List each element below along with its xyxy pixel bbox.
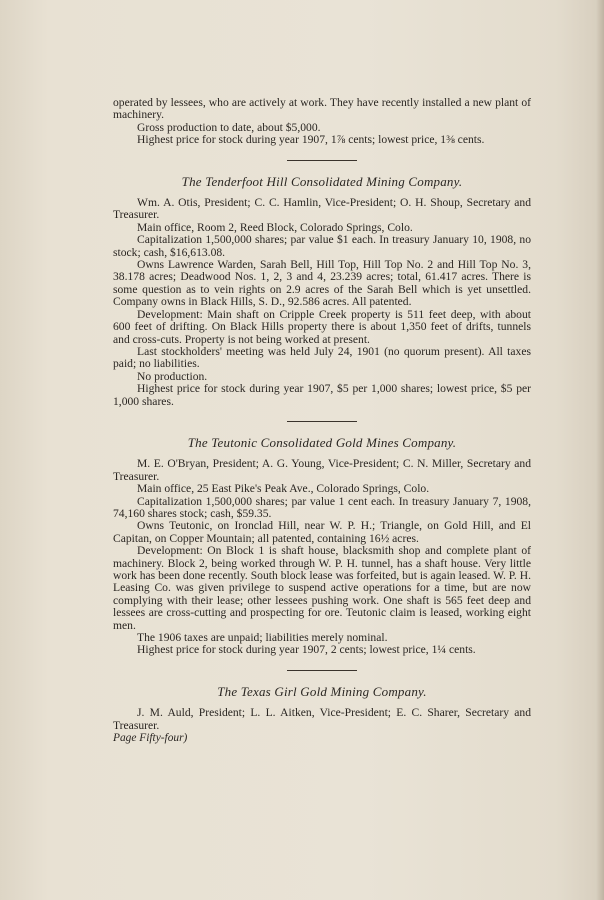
paragraph: J. M. Auld, President; L. L. Aitken, Vice-President; E. C. Sharer, Secretary and Treasurer. — [113, 706, 531, 732]
paragraph: Gross production to date, about $5,000. — [137, 120, 321, 134]
section-title-texas-girl: The Texas Girl Gold Mining Company. — [217, 683, 427, 699]
paragraph: Owns Lawrence Warden, Sarah Bell, Hill Top, Hill Top No. 2 and Hill Top No. 3, 38.178 acres; Deadwood Nos. 1, 2, 3 and 4, 23.239 acres; total, 61.417 acres. There is some question as to vein rights on 2.9 acres of the Sarah Bell which is yet unsettled. Company owns in Black Hills, S. D., 92.586 acres. All patented. — [113, 258, 531, 309]
section-divider — [287, 160, 357, 161]
section-title-tenderfoot: The Tenderfoot Hill Consolidated Mining Company. — [181, 173, 463, 189]
paragraph: Capitalization 1,500,000 shares; par value $1 each. In treasury January 10, 1908, no stock; cash, $16,613.08. — [113, 233, 531, 259]
paragraph: Last stockholders' meeting was held July 24, 1901 (no quorum present). All taxes paid; no liabilities. — [113, 344, 531, 371]
section-divider — [287, 421, 357, 422]
text-column — [113, 97, 531, 744]
paragraph: Capitalization 1,500,000 shares; par value 1 cent each. In treasury January 7, 1908, 74,160 shares stock; cash, $59.35. — [113, 494, 531, 520]
page-number: Page Fifty-four) — [113, 732, 188, 745]
paragraph: Development: On Block 1 is shaft house, blacksmith shop and complete plant of machinery. Block 2, being worked through W. P. H. tunnel, has a shaft house. Very little work has been done recently. South block lease was forfeited, but is again leased. W. P. H. Leasing Co. was given privilege to suspend active operations for a time, but are now complying with their lease; other lessees pushing work. One shaft is 565 feet deep and lessees are cross-cutting and prospecting for ore. Teutonic claim is leased, working eight men. — [113, 544, 531, 632]
paragraph: Highest price for stock during year 1907, $5 per 1,000 shares; lowest price, $5 per 1,000 shares. — [113, 382, 531, 408]
paragraph: Development: Main shaft on Cripple Creek property is 511 feet deep, with about 600 feet of drifting. On Black Hills property there is about 1,350 feet of drifts, tunnels and cross-cuts. Property is not being worked at present. — [113, 307, 531, 346]
paragraph: operated by lessees, who are actively at work. They have recently installed a new plant of machinery. — [113, 96, 531, 122]
section-title-teutonic: The Teutonic Consolidated Gold Mines Company. — [187, 434, 457, 450]
paragraph: Main office, 25 East Pike's Peak Ave., Colorado Springs, Colo. — [137, 482, 430, 496]
paragraph: Main office, Room 2, Reed Block, Colorado Springs, Colo. — [137, 220, 413, 234]
paragraph: No production. — [137, 369, 208, 383]
page-edge-shadow — [596, 0, 604, 900]
paragraph: Owns Teutonic, on Ironclad Hill, near W. P. H.; Triangle, on Gold Hill, and El Capitan, on Copper Mountain; all patented, containing 16½ acres. — [113, 519, 531, 545]
section-divider — [287, 670, 357, 671]
paragraph: M. E. O'Bryan, President; A. G. Young, Vice-President; C. N. Miller, Secretary and Treasurer. — [113, 457, 531, 483]
paragraph: Highest price for stock during year 1907, 2 cents; lowest price, 1¼ cents. — [137, 643, 476, 657]
paragraph: Highest price for stock during year 1907, 1⅞ cents; lowest price, 1⅜ cents. — [137, 133, 485, 147]
paragraph: Wm. A. Otis, President; C. C. Hamlin, Vice-President; O. H. Shoup, Secretary and Treasurer. — [113, 196, 531, 222]
paragraph: The 1906 taxes are unpaid; liabilities merely nominal. — [137, 631, 388, 645]
